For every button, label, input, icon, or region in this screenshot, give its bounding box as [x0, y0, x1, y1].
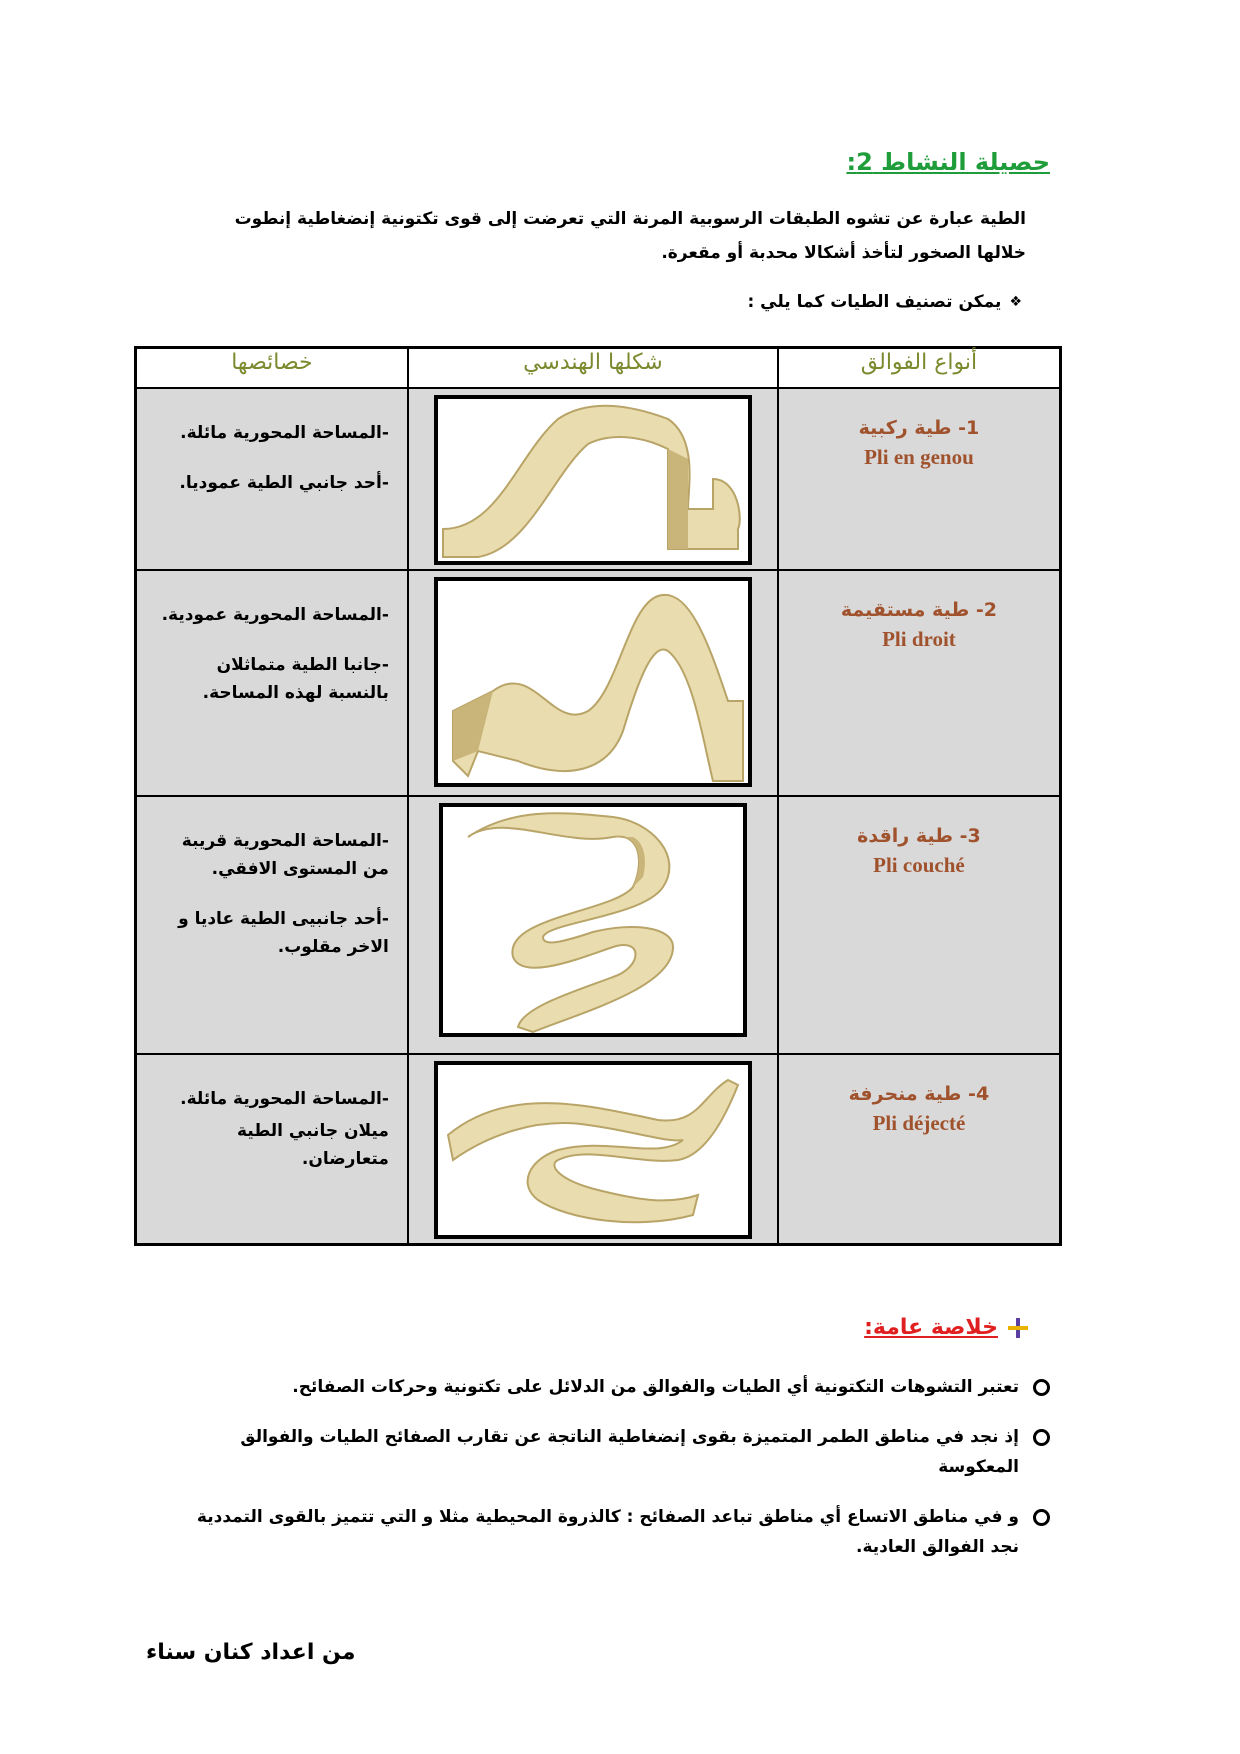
- fold-type-fr: Pli en genou: [864, 445, 974, 469]
- fold-type-cell: [778, 388, 1061, 570]
- list-item: [190, 1372, 1050, 1402]
- fold-props-cell: [136, 1054, 408, 1245]
- author-credit: من اعداد كنان سناء: [146, 1640, 356, 1665]
- fold-figure-upright: [434, 577, 752, 787]
- fold-figure-knee: [434, 395, 752, 565]
- fold-type-fr: Pli couché: [873, 853, 965, 877]
- summary-list: [190, 1372, 1050, 1582]
- classify-label: يمكن تصنيف الطيات كما يلي :: [747, 292, 1002, 312]
- table-row: [136, 1054, 1061, 1245]
- fold-property: -المساحة المحورية مائلة.: [180, 423, 389, 443]
- table-header-row: [136, 348, 1061, 389]
- fold-type-cell: [778, 1054, 1061, 1245]
- fold-figure-inclined: [434, 1061, 752, 1239]
- fold-figure-recumbent: [439, 803, 747, 1037]
- fold-property: ميلان جانبي الطية متعارضان.: [236, 1121, 389, 1169]
- header-shape: شكلها الهندسي: [408, 348, 778, 389]
- summary-item-text: تعتبر التشوهات التكتونية أي الطيات والفوالق من الدلائل على تكتونية وحركات الصفائح.: [292, 1377, 1019, 1397]
- fold-property: -المساحة المحورية قريبة من المستوى الافقي.: [181, 831, 389, 879]
- fold-type-ar: 2- طية مستقيمة: [840, 599, 997, 621]
- plus-bullet-icon: [1008, 1318, 1028, 1338]
- header-types: أنواع الفوالق: [778, 348, 1061, 389]
- fold-type-ar: 1- طية ركبية: [858, 417, 980, 439]
- folds-table: [134, 346, 1062, 1246]
- summary-item-text: و في مناطق الاتساع أي مناطق تباعد الصفائح : كالذروة المحيطية مثلا و التي تتميز بالقوى التمددية نجد الفوالق العادية.: [196, 1507, 1019, 1557]
- circle-bullet-icon: [1033, 1429, 1050, 1446]
- section-title: حصيلة النشاط 2:: [846, 148, 1050, 176]
- fold-property: -أحد جانبي الطية عموديا.: [179, 473, 389, 493]
- fold-property: -المساحة المحورية عمودية.: [161, 605, 389, 625]
- intro-paragraph: الطية عبارة عن تشوه الطبقات الرسوبية المرنة التي تعرضت إلى قوى تكتونية إنضغاطية إنطوت خلالها الصخور لتأخذ أشكالا محدبة أو مقعرة.: [234, 209, 1026, 263]
- header-props: خصائصها: [136, 348, 408, 389]
- fold-type-cell: [778, 570, 1061, 796]
- fold-props-cell: [136, 796, 408, 1054]
- list-item: [190, 1502, 1050, 1562]
- classify-line: [747, 292, 1022, 312]
- circle-bullet-icon: [1033, 1509, 1050, 1526]
- summary-item-text: إذ نجد في مناطق الطمر المتميزة بقوى إنضغاطية الناتجة عن تقارب الصفائح الطيات والفوالق المعكوسة: [240, 1427, 1019, 1477]
- fold-shape-cell: [408, 570, 778, 796]
- summary-title: خلاصة عامة:: [864, 1315, 998, 1340]
- fold-props-cell: [136, 570, 408, 796]
- fold-type-fr: Pli déjecté: [872, 1111, 966, 1135]
- fold-props-cell: [136, 388, 408, 570]
- list-item: [190, 1422, 1050, 1482]
- fold-type-ar: 4- طية منحرفة: [848, 1083, 990, 1105]
- fold-type-fr: Pli droit: [882, 627, 956, 651]
- diamond-bullet-icon: ❖: [1009, 294, 1022, 310]
- fold-shape-cell: [408, 1054, 778, 1245]
- table-row: [136, 388, 1061, 570]
- fold-type-ar: 3- طية راقدة: [857, 825, 981, 847]
- fold-shape-cell: [408, 388, 778, 570]
- fold-type-cell: [778, 796, 1061, 1054]
- table-row: [136, 570, 1061, 796]
- summary-heading: [864, 1315, 1028, 1340]
- circle-bullet-icon: [1033, 1379, 1050, 1396]
- fold-property: -المساحة المحورية مائلة.: [180, 1089, 389, 1109]
- fold-property: -أحد جانبيى الطية عاديا و الاخر مقلوب.: [178, 909, 389, 957]
- fold-property: -جانبا الطية متماثلان بالنسبة لهذه المساحة.: [202, 655, 389, 703]
- table-row: [136, 796, 1061, 1054]
- fold-shape-cell: [408, 796, 778, 1054]
